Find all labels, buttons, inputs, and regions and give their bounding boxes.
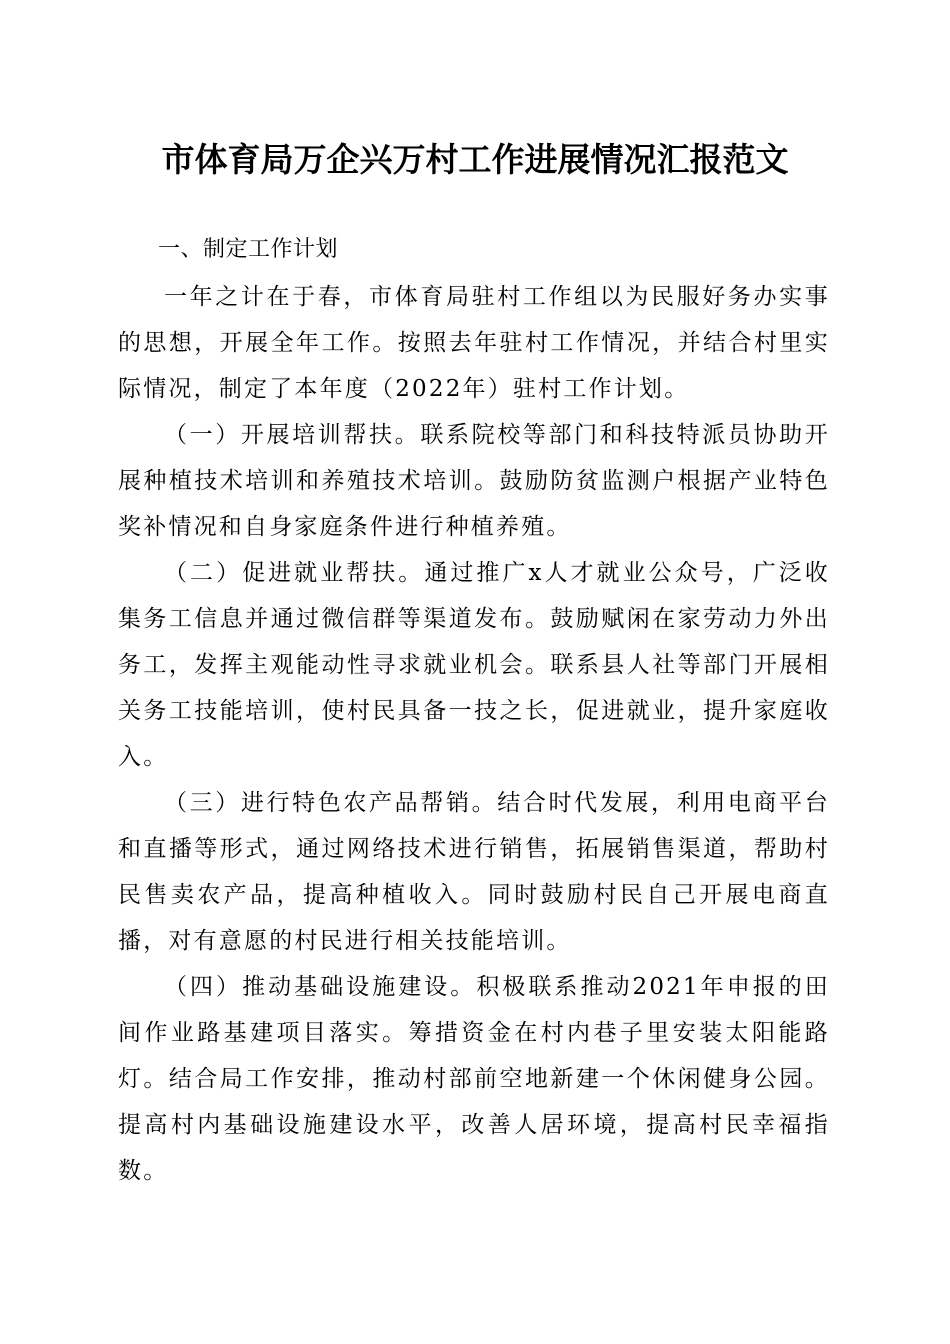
item-text-3: 结合时代发展，利用电商平台和直播等形式，通过网络技术进行销售，拓展销售渠道，帮助村民售卖农产品，提高种植收入。同时鼓励村民自己开展电商直播，对有意愿的村民进行相关技能培训。 — [118, 790, 830, 954]
item-lead-1: （一）开展培训帮扶。 — [164, 422, 421, 448]
document-body — [118, 226, 830, 1194]
item-lead-3: （三）进行特色农产品帮销。 — [164, 790, 498, 816]
item-lead-2: （二）促进就业帮扶。 — [164, 560, 425, 586]
item-text-2: 通过推广x人才就业公众号，广泛收集务工信息并通过微信群等渠道发布。鼓励赋闲在家劳动力外出务工，发挥主观能动性寻求就业机会。联系县人社等部门开展相关务工技能培训，使村民具备一技之长，促进就业，提升家庭收入。 — [118, 560, 831, 770]
item-paragraph-1 — [118, 412, 830, 550]
item-text-1: 联系院校等部门和科技特派员协助开展种植技术培训和养殖技术培训。鼓励防贫监测户根据产业特色奖补情况和自身家庭条件进行种植养殖。 — [118, 422, 831, 540]
item-paragraph-3 — [118, 780, 830, 964]
section-heading: 一、制定工作计划 — [158, 237, 339, 262]
document-title: 市体育局万企兴万村工作进展情况汇报范文 — [161, 140, 789, 179]
item-paragraph-4 — [118, 964, 830, 1194]
intro-paragraph: 一年之计在于春，市体育局驻村工作组以为民服好务办实事的思想，开展全年工作。按照去年驻村工作情况，并结合村里实际情况，制定了本年度（2022年）驻村工作计划。 — [118, 284, 830, 402]
item-text-4: 积极联系推动2021年申报的田间作业路基建项目落实。筹措资金在村内巷子里安装太阳能路灯。结合局工作安排，推动村部前空地新建一个休闲健身公园。提高村内基础设施建设水平，改善人居环境，提高村民幸福指数。 — [118, 974, 830, 1184]
item-lead-4: （四）推动基础设施建设。 — [164, 974, 477, 1000]
item-paragraph-2 — [118, 550, 830, 780]
